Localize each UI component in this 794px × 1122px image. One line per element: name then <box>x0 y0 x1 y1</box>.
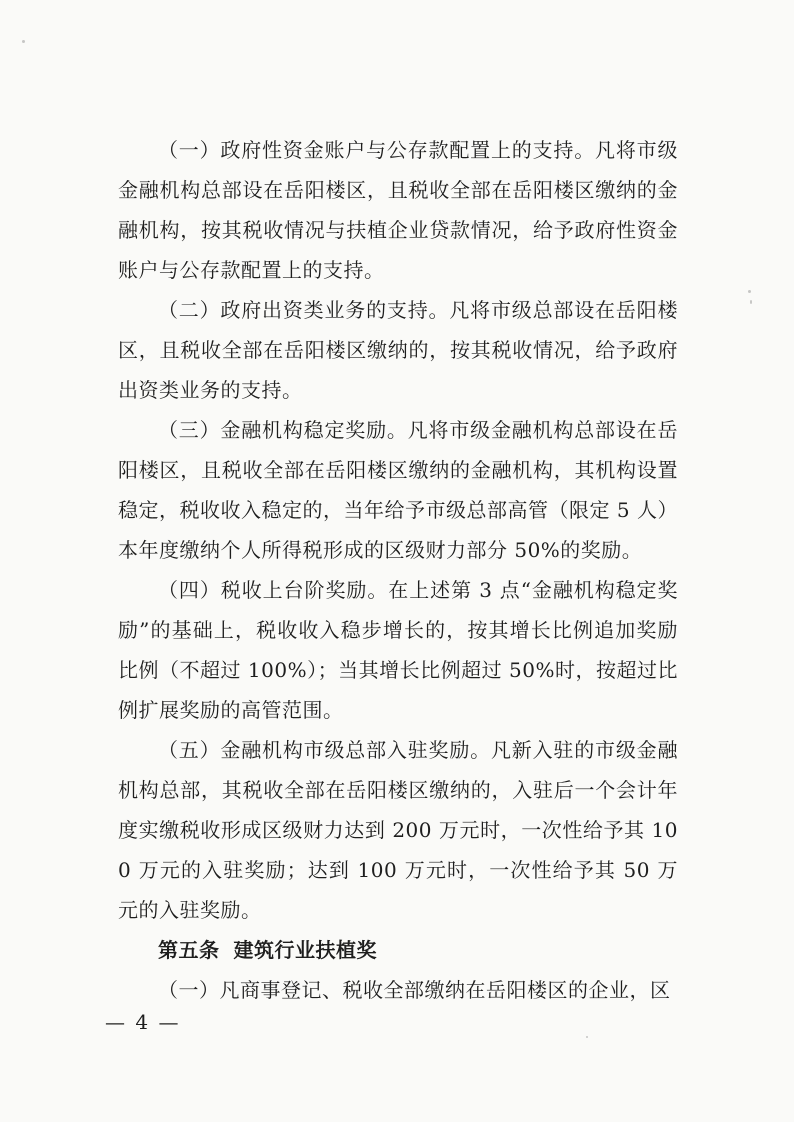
paragraph-2: （二）政府出资类业务的支持。凡将市级总部设在岳阳楼区，且税收全部在岳阳楼区缴纳的，按其税收情况，给予政府出资类业务的支持。 <box>118 298 678 402</box>
document-body <box>118 130 678 1010</box>
paragraph-4: （四）税收上台阶奖励。在上述第 3 点“金融机构稳定奖励”的基础上，税收收入稳步增长的，按其增长比例追加奖励比例（不超过 100%）；当其增长比例超过 50%时，按超过比例扩展奖励的高管范围。 <box>118 578 678 722</box>
article-heading <box>118 930 678 970</box>
scan-speck <box>750 300 752 304</box>
scan-speck <box>586 1036 588 1038</box>
paragraph-5: （五）金融机构市级总部入驻奖励。凡新入驻的市级金融机构总部，其税收全部在岳阳楼区缴纳的，入驻后一个会计年度实缴税收形成区级财力达到 200 万元时，一次性给予其 100 万元的入驻奖励；达到 100 万元时，一次性给予其 50 万元的入驻奖励。 <box>118 738 678 922</box>
page-number: — 4 — <box>105 1010 181 1034</box>
scan-speck <box>748 290 751 293</box>
scan-speck <box>22 40 25 43</box>
paragraph-3: （三）金融机构稳定奖励。凡将市级金融机构总部设在岳阳楼区，且税收全部在岳阳楼区缴纳的金融机构，其机构设置稳定，税收收入稳定的，当年给予市级总部高管（限定 5 人）本年度缴纳个人所得税形成的区级财力部分 50%的奖励。 <box>118 418 678 562</box>
article-number: 第五条 <box>158 938 220 962</box>
article-title: 建筑行业扶植奖 <box>233 938 377 962</box>
paragraph-1: （一）政府性资金账户与公存款配置上的支持。凡将市级金融机构总部设在岳阳楼区，且税收全部在岳阳楼区缴纳的金融机构，按其税收情况与扶植企业贷款情况，给予政府性资金账户与公存款配置上的支持。 <box>118 138 678 282</box>
paragraph-6: （一）凡商事登记、税收全部缴纳在岳阳楼区的企业，区 <box>158 978 671 1002</box>
